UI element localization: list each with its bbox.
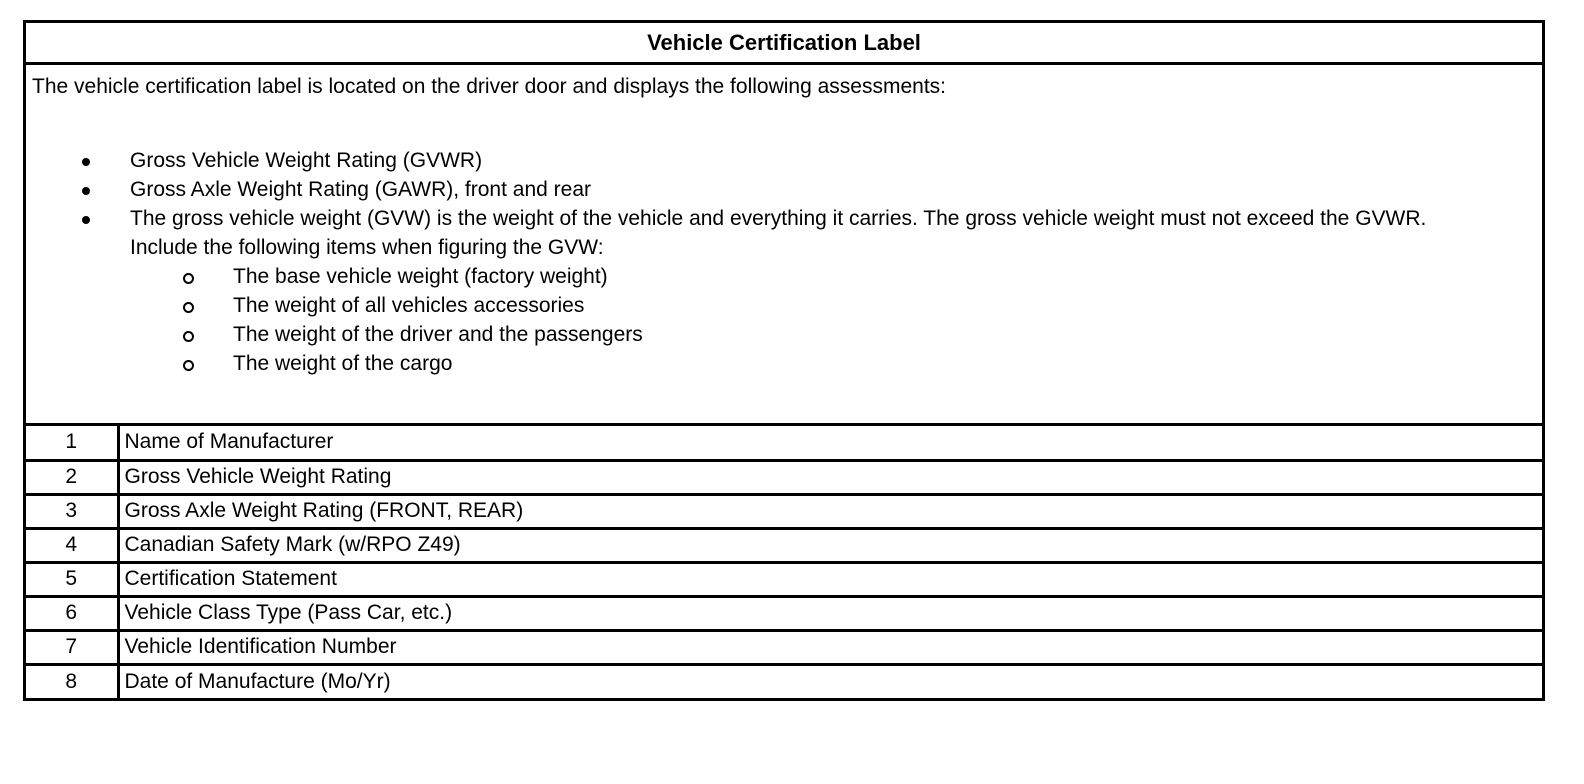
sub-bullet-text: The weight of all vehicles accessories [233,294,585,317]
sub-bullet-circle-icon [183,273,194,284]
item-number: 1 [26,426,118,460]
bullet-list [26,146,1542,378]
table-row [26,664,1542,698]
table-row [26,562,1542,596]
sub-bullet-circle-icon [183,302,194,313]
item-label: Canadian Safety Mark (w/RPO Z49) [118,528,1542,562]
bullet-dot-icon [82,187,90,195]
table-row [26,596,1542,630]
item-number: 8 [26,664,118,698]
sub-bullet-text: The base vehicle weight (factory weight) [233,265,608,288]
sub-bullet-circle-icon [183,360,194,371]
bullet-text: Gross Vehicle Weight Rating (GVWR) [130,149,483,172]
sub-bullet-item [130,291,1482,320]
sub-bullet-circle-icon [183,331,194,342]
item-label: Date of Manufacture (Mo/Yr) [124,669,391,693]
table-row [26,494,1542,528]
bullet-dot-icon [82,158,90,166]
bullet-item [26,175,1542,204]
intro-text: The vehicle certification label is located on the driver door and displays the following assessments: [32,75,946,98]
sub-bullet-item [130,262,1482,291]
item-number: 3 [26,494,118,528]
item-label: Vehicle Identification Number [118,630,1542,664]
sub-bullet-list [130,262,1482,378]
table-row [26,426,1542,460]
sub-bullet-text: The weight of the cargo [233,352,453,375]
description-cell [26,65,1542,426]
bullet-item [26,146,1542,175]
sub-bullet-item [130,349,1482,378]
item-number: 7 [26,630,118,664]
item-label: Name of Manufacturer [118,426,1542,460]
bullet-item [26,204,1542,378]
table-title: Vehicle Certification Label [26,23,1542,65]
table-row [26,528,1542,562]
item-label: Gross Vehicle Weight Rating [118,460,1542,494]
item-number: 4 [26,528,118,562]
table-row [26,630,1542,664]
sub-bullet-text: The weight of the driver and the passengers [233,323,643,346]
certification-label-table [23,20,1545,701]
sub-bullet-item [130,320,1482,349]
item-number: 5 [26,562,118,596]
bullet-dot-icon [82,216,90,224]
item-number: 6 [26,596,118,630]
item-label: Vehicle Class Type (Pass Car, etc.) [118,596,1542,630]
bullet-text: Gross Axle Weight Rating (GAWR), front and rear [130,178,591,201]
label-items-table [26,426,1542,698]
bullet-text: The gross vehicle weight (GVW) is the weight of the vehicle and everything it carries. The gross vehicle weight must not exceed the GVWR. Include the following items when figuring the GVW: [130,207,1427,259]
item-number: 2 [26,460,118,494]
item-label: Certification Statement [118,562,1542,596]
item-label: Gross Axle Weight Rating (FRONT, REAR) [118,494,1542,528]
table-row [26,460,1542,494]
